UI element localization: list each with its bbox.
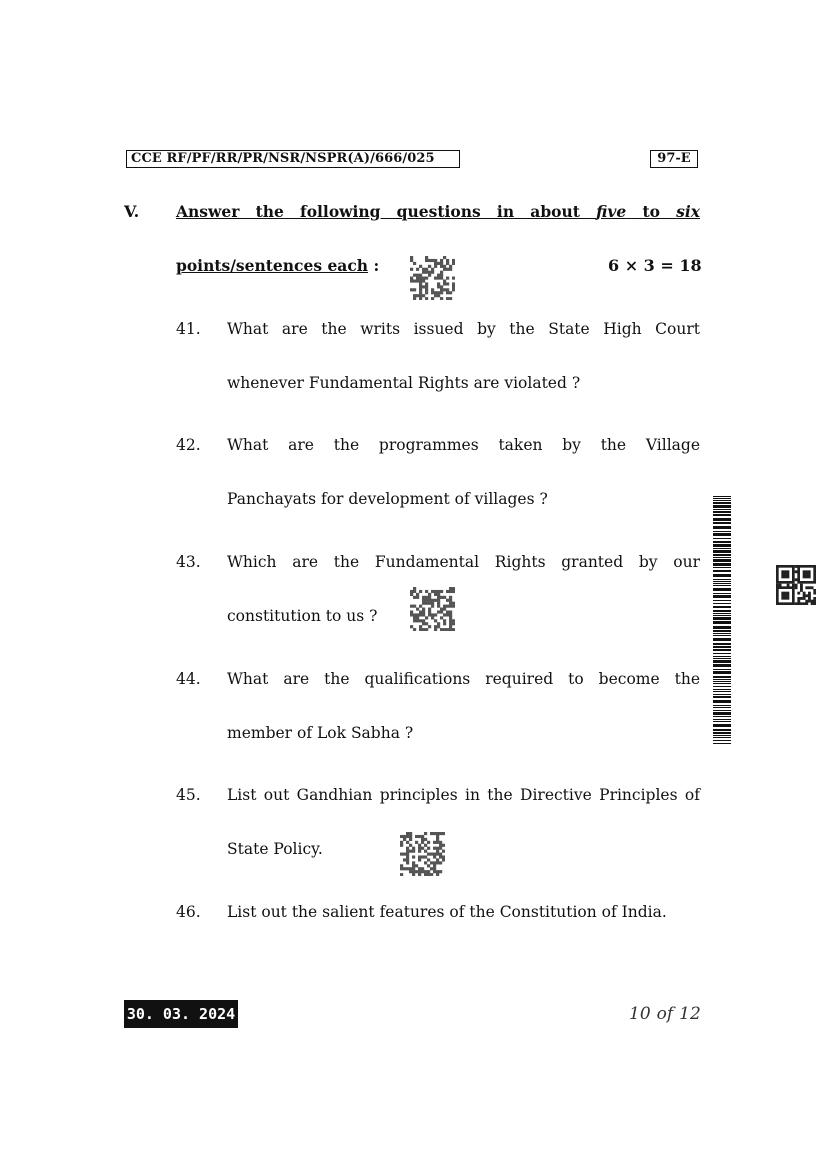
question-number: 46. — [176, 903, 201, 921]
instruction-text-2: points/sentences each — [176, 256, 369, 275]
question-number: 41. — [176, 320, 201, 338]
question-text-continued: constitution to us ? — [227, 607, 378, 625]
section-marks: 6 × 3 = 18 — [608, 256, 702, 275]
question-number: 45. — [176, 786, 201, 804]
instruction-colon: : — [373, 256, 380, 275]
question-paper-code: CCE RF/PF/RR/PR/NSR/NSPR(A)/666/025 — [126, 150, 460, 168]
instruction-six: six — [676, 202, 700, 221]
qr-code-icon — [410, 587, 455, 631]
qr-code-icon — [776, 565, 816, 605]
question-text: List out the salient features of the Constitution of India. — [227, 903, 667, 921]
paper-code-badge: 97-E — [650, 150, 698, 168]
question-text: What are the writs issued by the State High Court — [227, 320, 700, 338]
question-text-continued: member of Lok Sabha ? — [227, 724, 414, 742]
question-number: 42. — [176, 436, 201, 454]
exam-date: 30. 03. 2024 — [124, 1000, 238, 1028]
question-text-continued: State Policy. — [227, 840, 323, 858]
question-text: What are the qualifications required to become the — [227, 670, 700, 688]
question-number: 43. — [176, 553, 201, 571]
section-number: V. — [124, 202, 140, 221]
question-text: List out Gandhian principles in the Directive Principles of — [227, 786, 700, 804]
page-total: 12 — [679, 1004, 701, 1024]
instruction-text: Answer the following questions in about — [176, 202, 580, 221]
section-instruction — [176, 202, 700, 221]
qr-code-icon — [410, 256, 455, 300]
page-number — [626, 1004, 704, 1024]
question-text-continued: Panchayats for development of villages ? — [227, 490, 548, 508]
page-of: of — [656, 1004, 674, 1024]
instruction-to: to — [642, 202, 660, 221]
instruction-five: five — [596, 202, 627, 221]
section-instruction-continued — [176, 256, 379, 275]
qr-code-icon — [400, 832, 445, 876]
question-text-continued: whenever Fundamental Rights are violated ? — [227, 374, 581, 392]
question-text: Which are the Fundamental Rights granted by our — [227, 553, 700, 571]
barcode-icon — [713, 496, 731, 746]
question-text: What are the programmes taken by the Village — [227, 436, 700, 454]
question-number: 44. — [176, 670, 201, 688]
page-current: 10 — [629, 1004, 651, 1024]
